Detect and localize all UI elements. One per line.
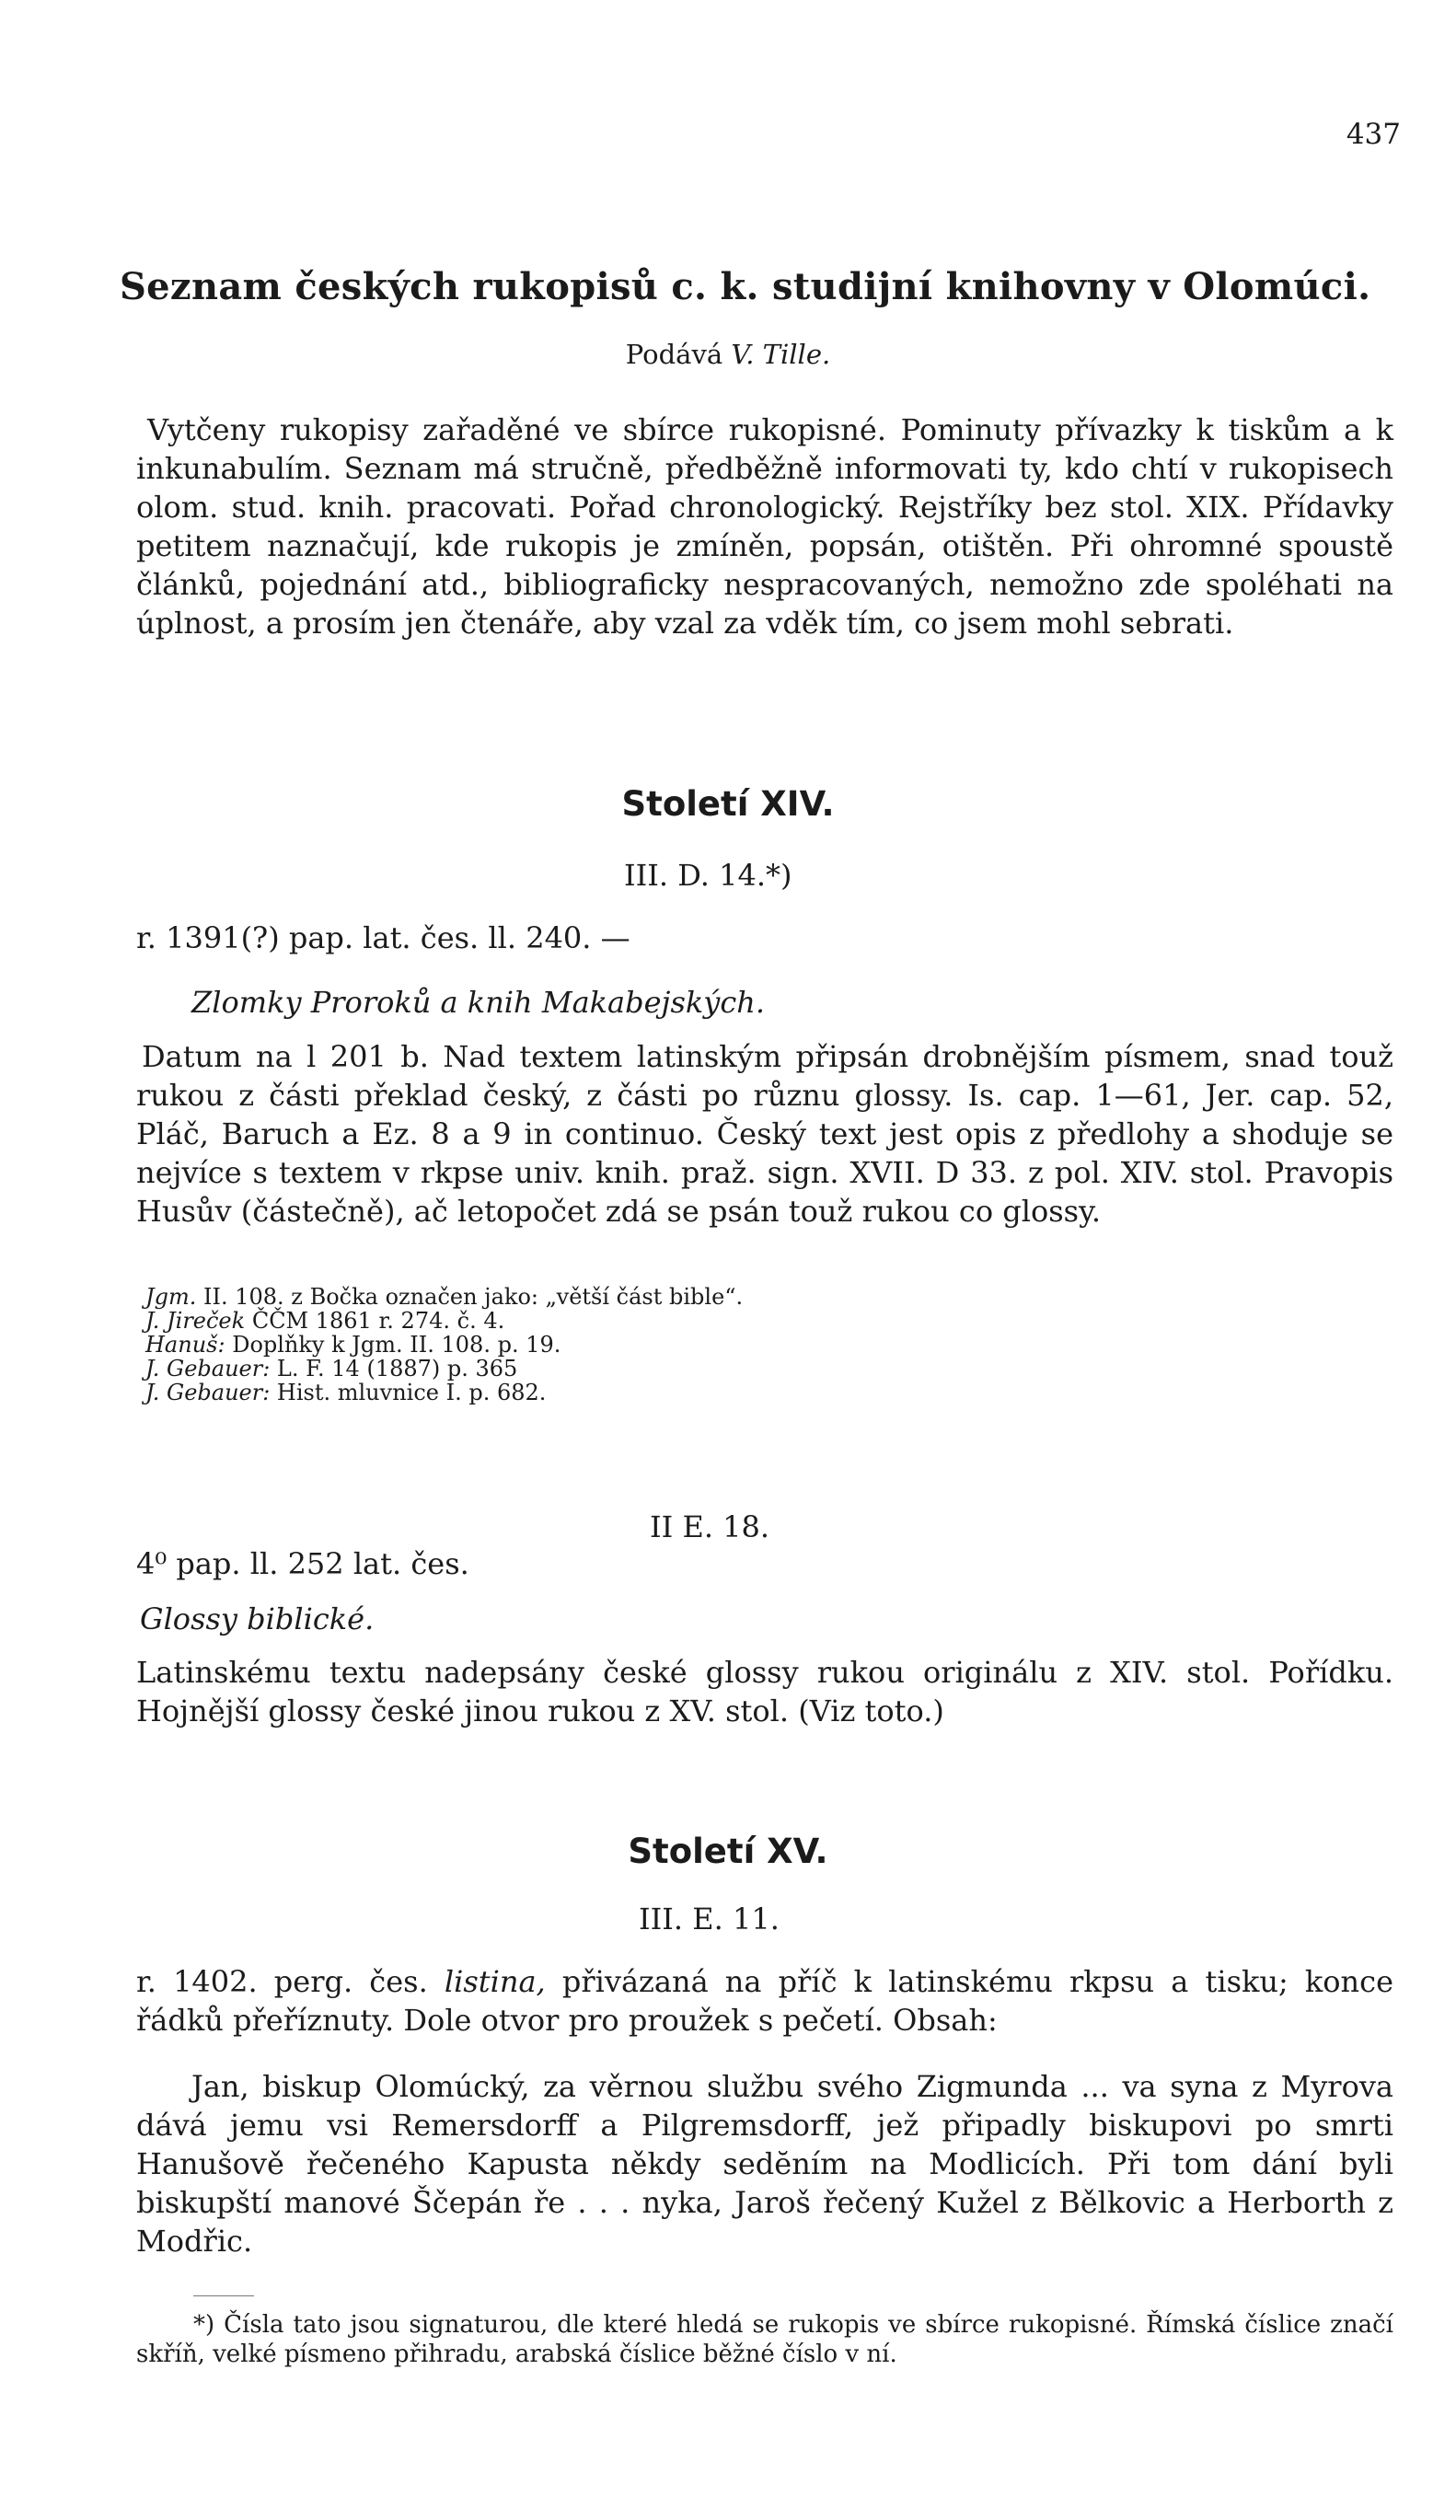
reference-text: Doplňky k Jgm. II. 108. p. 19. xyxy=(232,1332,561,1358)
reference-item xyxy=(145,1309,743,1333)
entry-title: Zlomky Proroků a knih Makabejských. xyxy=(191,985,766,1020)
reference-item xyxy=(145,1381,743,1404)
reference-author: J. Gebauer: xyxy=(145,1356,271,1381)
entry-meta-prefix: r. 1402. perg. čes. xyxy=(136,1964,428,1999)
intro-paragraph: Vytčeny rukopisy zařaděné ve sbírce rukopisné. Pominuty přívazky k tiskům a k inkunabulím. Seznam má stručně, předběžně informovati ty, kdo chtí v rukopisech olom. stud. knih. pracovati. Pořad chronologický. Rejstříky bez stol. XIX. Přídavky petitem naznačují, kde rukopis je zmíněn, popsán, otištěn. Při ohromné spoustě článků, pojednání atd., bibliograficky nespracovaných, nemožno zde spoléhati na úplnost, a prosím jen čtenáře, aby vzal za vděk tím, co jsem mohl sebrati. xyxy=(136,412,1393,641)
entry-meta: 4⁰ pap. ll. 252 lat. čes. xyxy=(136,1546,469,1581)
page-number: 437 xyxy=(1346,118,1401,151)
entry-signature: III. E. 11. xyxy=(639,1902,780,1936)
footnote-divider xyxy=(193,2295,254,2296)
entry-description: Datum na l 201 b. Nad textem latinským připsán drobnějším písmem, snad touž rukou z části překlad český, z části po různu glossy. Is. cap. 1—61, Jer. cap. 52, Pláč, Baruch a Ez. 8 a 9 in continuo. Český text jest opis z předlohy a shoduje se nejvíce s textem v rkpse univ. knih. praž. sign. XVII. D 33. z pol. XIV. stol. Pravopis Husův (částečně), ač letopočet zdá se psán touž rukou co glossy. xyxy=(136,1039,1393,1229)
section-heading-xiv: Století XIV. xyxy=(621,784,835,824)
entry-title: Glossy biblické. xyxy=(140,1601,375,1636)
entry-meta-type: listina, xyxy=(444,1964,546,1999)
document-title: Seznam českých rukopisů c. k. studijní knihovny v Olomúci. xyxy=(120,265,1371,308)
byline-prefix: Podává xyxy=(625,339,723,370)
reference-item xyxy=(145,1357,743,1381)
reference-text: Hist. mluvnice I. p. 682. xyxy=(276,1380,547,1405)
entry-signature: III. D. 14.*) xyxy=(624,858,792,893)
entry-signature: II E. 18. xyxy=(650,1509,770,1544)
reference-list xyxy=(145,1285,743,1404)
reference-item xyxy=(145,1285,743,1309)
byline xyxy=(0,339,1456,370)
reference-author: Hanuš: xyxy=(145,1332,225,1358)
reference-text: II. 108. z Bočka označen jako: „větší část bible“. xyxy=(203,1284,744,1310)
entry-meta-rest: přivázaná na příč k latinskému rkpsu a tisku; konce řádků přeříznuty. Dole otvor pro proužek s pečetí. Obsah: xyxy=(136,1964,1394,2038)
footnote: *) Čísla tato jsou signaturou, dle které hledá se rukopis ve sbírce rukopisné. Římská číslice značí skříň, velké písmeno přihradu, arabská číslice běžné číslo v ní. xyxy=(136,2311,1393,2368)
entry-meta: r. 1391(?) pap. lat. čes. ll. 240. — xyxy=(136,920,630,955)
reference-author: J. Gebauer: xyxy=(145,1380,271,1405)
reference-author: Jgm. xyxy=(145,1284,197,1310)
reference-author: J. Jireček xyxy=(145,1308,246,1334)
reference-text: ČČM 1861 r. 274. č. 4. xyxy=(251,1308,505,1334)
byline-author: V. Tille. xyxy=(731,339,831,370)
entry-meta xyxy=(136,1962,1393,2040)
section-heading-xv: Století XV. xyxy=(628,1832,828,1871)
entry-description: Latinskému textu nadepsány české glossy rukou originálu z XIV. stol. Pořídku. Hojnější glossy české jinou rukou z XV. stol. (Viz toto.) xyxy=(136,1655,1393,1728)
reference-item xyxy=(145,1333,743,1357)
entry-content: Jan, biskup Olomúcký, za věrnou službu svého Zigmunda ... va syna z Myrova dává jemu vsi Remersdorff a Pilgremsdorff, jež připadly biskupovi po smrti Hanušově řečeného Kapusta někdy sedĕním na Modlicích. Při tom dání byli biskupští manové Ščepán ře . . . nyka, Jaroš řečený Kužel z Bělkovic a Herborth z Modřic. xyxy=(136,2069,1393,2259)
reference-text: L. F. 14 (1887) p. 365 xyxy=(276,1356,518,1381)
